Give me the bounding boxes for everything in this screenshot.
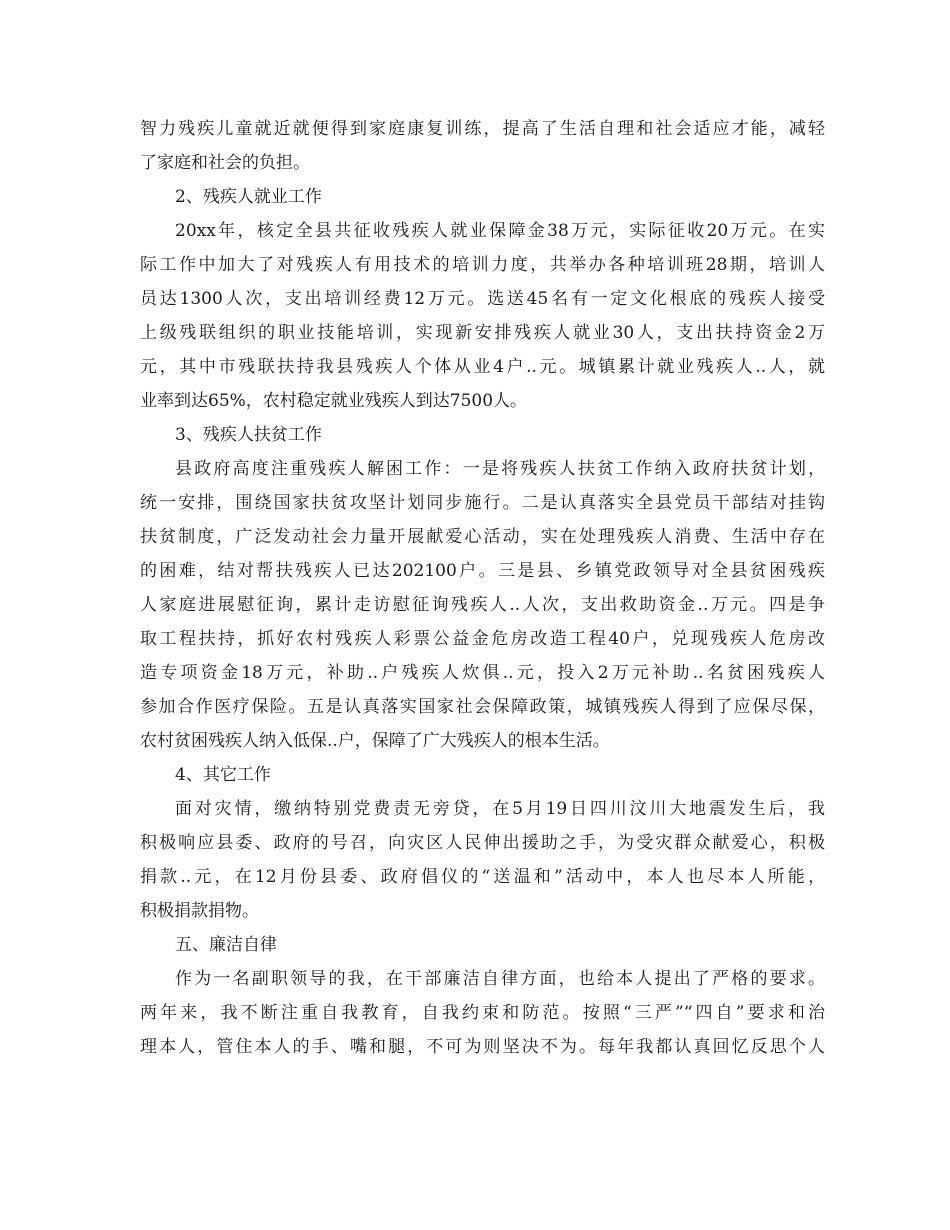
text-line: 智力残疾儿童就近就便得到家庭康复训练，提高了生活自理和社会适应才能，减轻 — [140, 119, 825, 139]
text-line: 捐款..元，在12月份县委、政府倡仪的“送温和”活动中，本人也尽本人所能， — [140, 867, 825, 887]
section-heading-integrity: 五、廉洁自律 — [175, 935, 277, 955]
paragraph-continued — [140, 112, 825, 180]
paragraph-integrity — [140, 962, 825, 1064]
text-line: 县政府高度注重残疾人解困工作：一是将残疾人扶贫工作纳入政府扶贫计划， — [175, 459, 825, 479]
text-line: 统一安排，围绕国家扶贫攻坚计划同步施行。二是认真落实全县党员干部结对挂钩 — [140, 493, 825, 513]
text-line: 业率到达65%，农村稳定就业残疾人到达7500人。 — [140, 391, 528, 411]
section-heading-other-work: 4、其它工作 — [175, 765, 271, 785]
text-line: 作为一名副职领导的我，在干部廉洁自律方面，也给本人提出了严格的要求。 — [175, 969, 825, 989]
text-line: 的困难，结对帮扶残疾人已达202100户。三是县、乡镇党政领导对全县贫困残疾 — [140, 561, 825, 581]
text-line: 扶贫制度，广泛发动社会力量开展献爱心活动，实在处理残疾人消费、生活中存在 — [140, 527, 825, 547]
text-line: 参加合作医疗保险。五是认真落实国家社会保障政策，城镇残疾人得到了应保尽保， — [140, 697, 825, 717]
text-line: 际工作中加大了对残疾人有用技术的培训力度，共举办各种培训班28期，培训人 — [140, 255, 825, 275]
text-line: 员达1300人次，支出培训经费12万元。选送45名有一定文化根底的残疾人接受 — [140, 289, 825, 309]
paragraph-poverty-relief — [140, 452, 825, 758]
text-line: 元，其中市残联扶持我县残疾人个体从业4户..元。城镇累计就业残疾人..人，就 — [140, 357, 825, 377]
text-line: 20xx年，核定全县共征收残疾人就业保障金38万元，实际征收20万元。在实 — [175, 221, 825, 241]
text-line: 农村贫困残疾人纳入低保..户，保障了广大残疾人的根本生活。 — [140, 731, 610, 751]
text-line: 面对灾情，缴纳特别党费责无旁贷，在5月19日四川汶川大地震发生后，我 — [175, 799, 825, 819]
text-line: 了家庭和社会的负担。 — [140, 153, 310, 173]
text-line: 积极响应县委、政府的号召，向灾区人民伸出援助之手，为受灾群众献爱心，积极 — [140, 833, 825, 853]
section-heading-poverty-relief: 3、残疾人扶贫工作 — [175, 425, 322, 445]
section-heading-employment: 2、残疾人就业工作 — [175, 187, 322, 207]
text-line: 理本人，管住本人的手、嘴和腿，不可为则坚决不为。每年我都认真回忆反思个人 — [140, 1037, 825, 1057]
text-line: 两年来，我不断注重自我教育，自我约束和防范。按照“三严”“四自”要求和治 — [140, 1003, 825, 1023]
text-line: 人家庭进展慰征询，累计走访慰征询残疾人..人次，支出救助资金..万元。四是争 — [140, 595, 825, 615]
text-line: 取工程扶持，抓好农村残疾人彩票公益金危房改造工程40户，兑现残疾人危房改 — [140, 629, 825, 649]
text-line: 造专项资金18万元，补助..户残疾人炊俱..元，投入2万元补助..名贫困残疾人 — [140, 663, 825, 683]
document-body — [140, 112, 825, 1064]
paragraph-other-work — [140, 792, 825, 928]
paragraph-employment — [140, 214, 825, 418]
text-line: 积极捐款捐物。 — [140, 901, 259, 921]
text-line: 上级残联组织的职业技能培训，实现新安排残疾人就业30人，支出扶持资金2万 — [140, 323, 825, 343]
